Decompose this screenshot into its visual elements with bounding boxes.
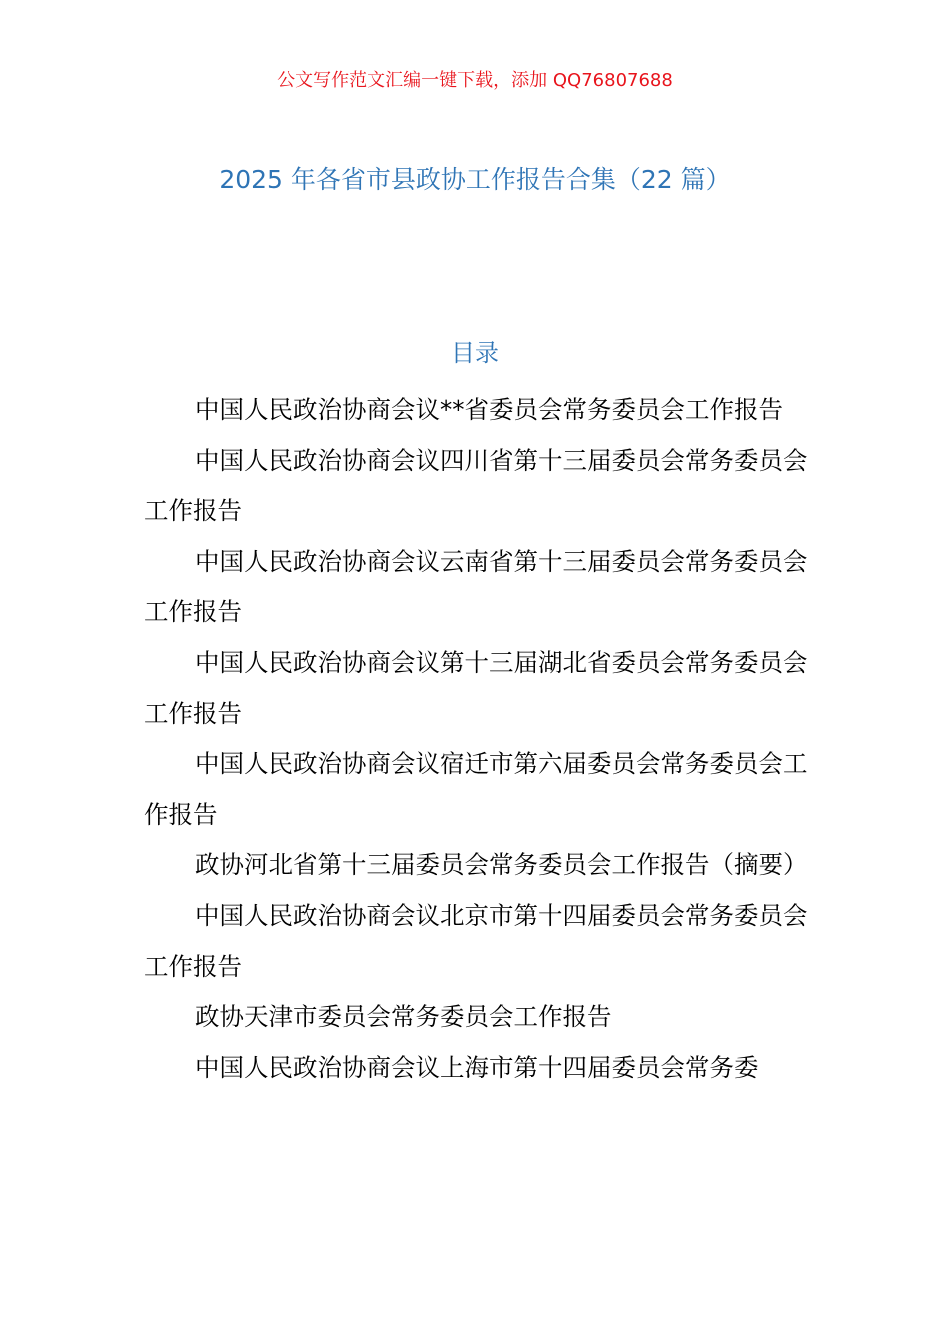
document-title: 2025 年各省市县政协工作报告合集（22 篇） bbox=[219, 165, 731, 194]
toc-item[interactable]: 中国人民政治协商会议宿迁市第六届委员会常务委员会工作报告 bbox=[144, 749, 808, 829]
toc-item[interactable]: 政协天津市委员会常务委员会工作报告 bbox=[195, 1002, 612, 1032]
table-of-contents bbox=[144, 385, 808, 1093]
toc-item[interactable]: 中国人民政治协商会议四川省第十三届委员会常务委员会工作报告 bbox=[144, 445, 808, 526]
toc-item[interactable]: 中国人民政治协商会议**省委员会常务委员会工作报告 bbox=[195, 395, 783, 424]
toc-item[interactable]: 中国人民政治协商会议云南省第十三届委员会常务委员会工作报告 bbox=[144, 546, 808, 627]
toc-heading: 目录 bbox=[451, 339, 499, 367]
toc-item[interactable]: 政协河北省第十三届委员会常务委员会工作报告（摘要） bbox=[195, 850, 808, 880]
toc-item[interactable]: 中国人民政治协商会议第十三届湖北省委员会常务委员会工作报告 bbox=[144, 647, 808, 728]
download-ad-line: 公文写作范文汇编一键下载，添加 QQ76807688 bbox=[277, 70, 673, 91]
toc-item[interactable]: 中国人民政治协商会议上海市第十四届委员会常务委 bbox=[195, 1052, 759, 1082]
toc-item[interactable]: 中国人民政治协商会议北京市第十四届委员会常务委员会工作报告 bbox=[144, 900, 808, 981]
